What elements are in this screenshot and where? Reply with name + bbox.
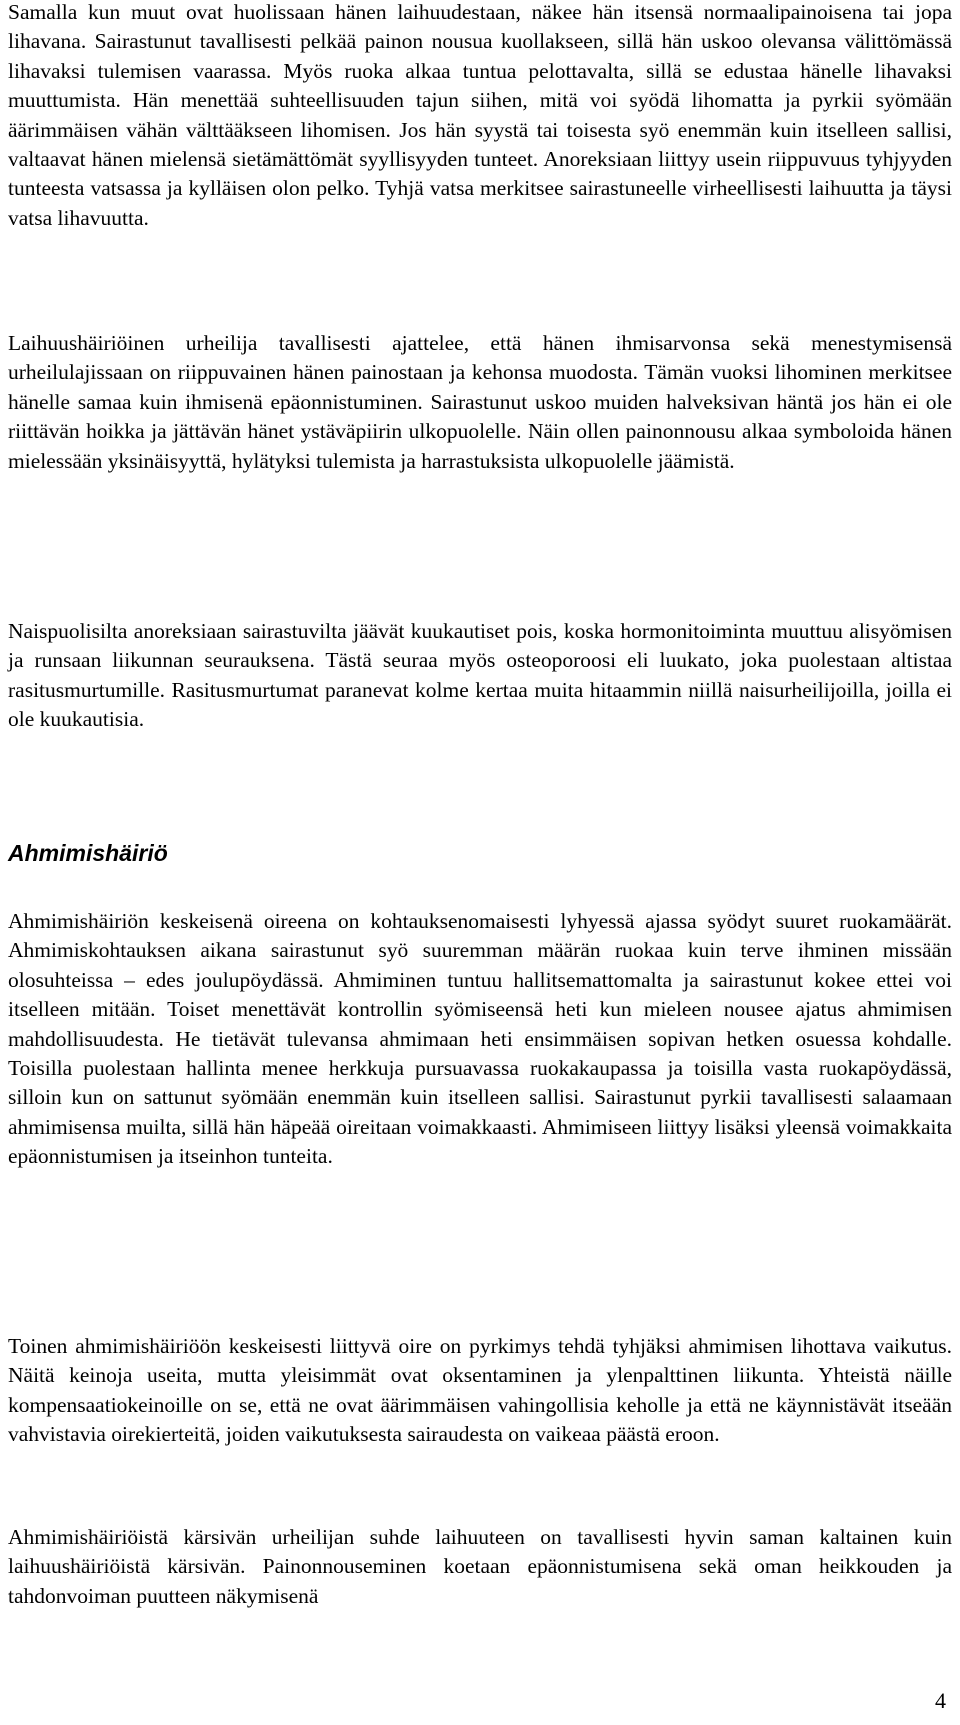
paragraph-binge-symptoms: Ahmimishäiriön keskeisenä oireena on kohtauksenomaisesti lyhyessä ajassa syödyt suuret ruokamäärät. Ahmimiskohtauksen aikana sairastunut syö suuremman määrän ruokaa kuin terve ihminen missään olosuhteissa – edes joulupöydässä. Ahmiminen tuntuu hallitsemattomalta ja sairastunut kokee ettei voi itselleen mitään. Toiset menettävät kontrollin syömiseensä heti kun mieleen nousee ajatus ahmimisen mahdollisuudesta. He tietävät tulevansa ahmimaan heti ensimmäisen sopivan hetken osuessa kohdalle. Toisilla puolestaan hallinta menee herkkuja pursuavassa ruokakaupassa ja toisilla vasta ruokapöydässä, silloin kun on sattunut syömään enemmän kuin itselleen sallisi. Sairastunut pyrkii tavallisesti salaamaan ahmimisensa muilta, sillä hän häpeää oireitaan voimakkaasti. Ahmimiseen liittyy lisäksi yleensä voimakkaita epäonnistumisen ja itseinhon tunteita.	[8, 909, 952, 1169]
paragraph-binge-compensation: Toinen ahmimishäiriöön keskeisesti liittyvä oire on pyrkimys tehdä tyhjäksi ahmimisen lihottava vaikutus. Näitä keinoja useita, mutta yleisimmät ovat oksentaminen ja ylenpalttinen liikunta. Yhteistä näille kompensaatiokeinoille on se, että ne ovat äärimmäisen vahingollisia keholle ja että ne käynnistävät itseään vahvistavia oirekierteitä, joiden vaikutuksesta sairaudesta on vaikeaa päästä eroon.	[8, 1334, 952, 1447]
paragraph-binge-athlete: Ahmimishäiriöistä kärsivän urheilijan suhde laihuuteen on tavallisesti hyvin saman kaltainen kuin laihuushäiriöistä kärsivän. Painonnouseminen koetaan epäonnistumisena sekä oman heikkouden ja tahdonvoiman puutteen näkymisenä	[8, 1525, 952, 1608]
paragraph-anorexia-athlete: Laihuushäiriöinen urheilija tavallisesti ajattelee, että hänen ihmisarvonsa sekä menestymisensä urheilulajissaan on riippuvainen hänen painostaan ja kehonsa muodosta. Tämän vuoksi lihominen merkitsee hänelle samaa kuin ihmisenä epäonnistuminen. Sairastunut uskoo muiden halveksivan häntä jos hän ei ole riittävän hoikka ja jättävän hänet ystäväpiirin ulkopuolelle. Näin ollen painonnousu alkaa symboloida hänen mielessään yksinäisyyttä, hylätyksi tulemista ja harrastuksista ulkopuolelle jäämistä.	[8, 331, 952, 473]
paragraph-anorexia-menstruation: Naispuolisilta anoreksiaan sairastuvilta jäävät kuukautiset pois, koska hormonitoiminta muuttuu alisyömisen ja runsaan liikunnan seurauksena. Tästä seuraa myös osteoporoosi eli luukato, joka puolestaan altistaa rasitusmurtumille. Rasitusmurtumat paranevat kolme kertaa muita hitaammin niillä naisurheilijoilla, joilla ei ole kuukautisia.	[8, 619, 952, 732]
paragraph-anorexia-self-image: Samalla kun muut ovat huolissaan hänen laihuudestaan, näkee hän itsensä normaalipainoisena tai jopa lihavana. Sairastunut tavallisesti pelkää painon nousua kuollakseen, sillä hän uskoo olevansa välittömässä lihavaksi tulemisen vaarassa. Myös ruoka alkaa tuntua pelottavalta, sillä se edustaa hänelle lihavaksi muuttumista. Hän menettää suhteellisuuden tajun siihen, mitä voi syödä lihomatta ja pyrkii syömään äärimmäisen vähän välttääkseen lihomisen. Jos hän syystä tai toisesta syö enemmän kuin itselleen sallisi, valtaavat hänen mielensä sietämättömät syyllisyyden tunteet. Anoreksiaan liittyy usein riippuvuus tyhjyyden tunteesta vatsassa ja kylläisen olon pelko. Tyhjä vatsa merkitsee sairastuneelle virheellisesti laihuutta ja täysi vatsa lihavuutta.	[8, 0, 952, 230]
page-number: 4	[935, 1688, 946, 1713]
section-heading: Ahmimishäiriö	[8, 840, 168, 866]
